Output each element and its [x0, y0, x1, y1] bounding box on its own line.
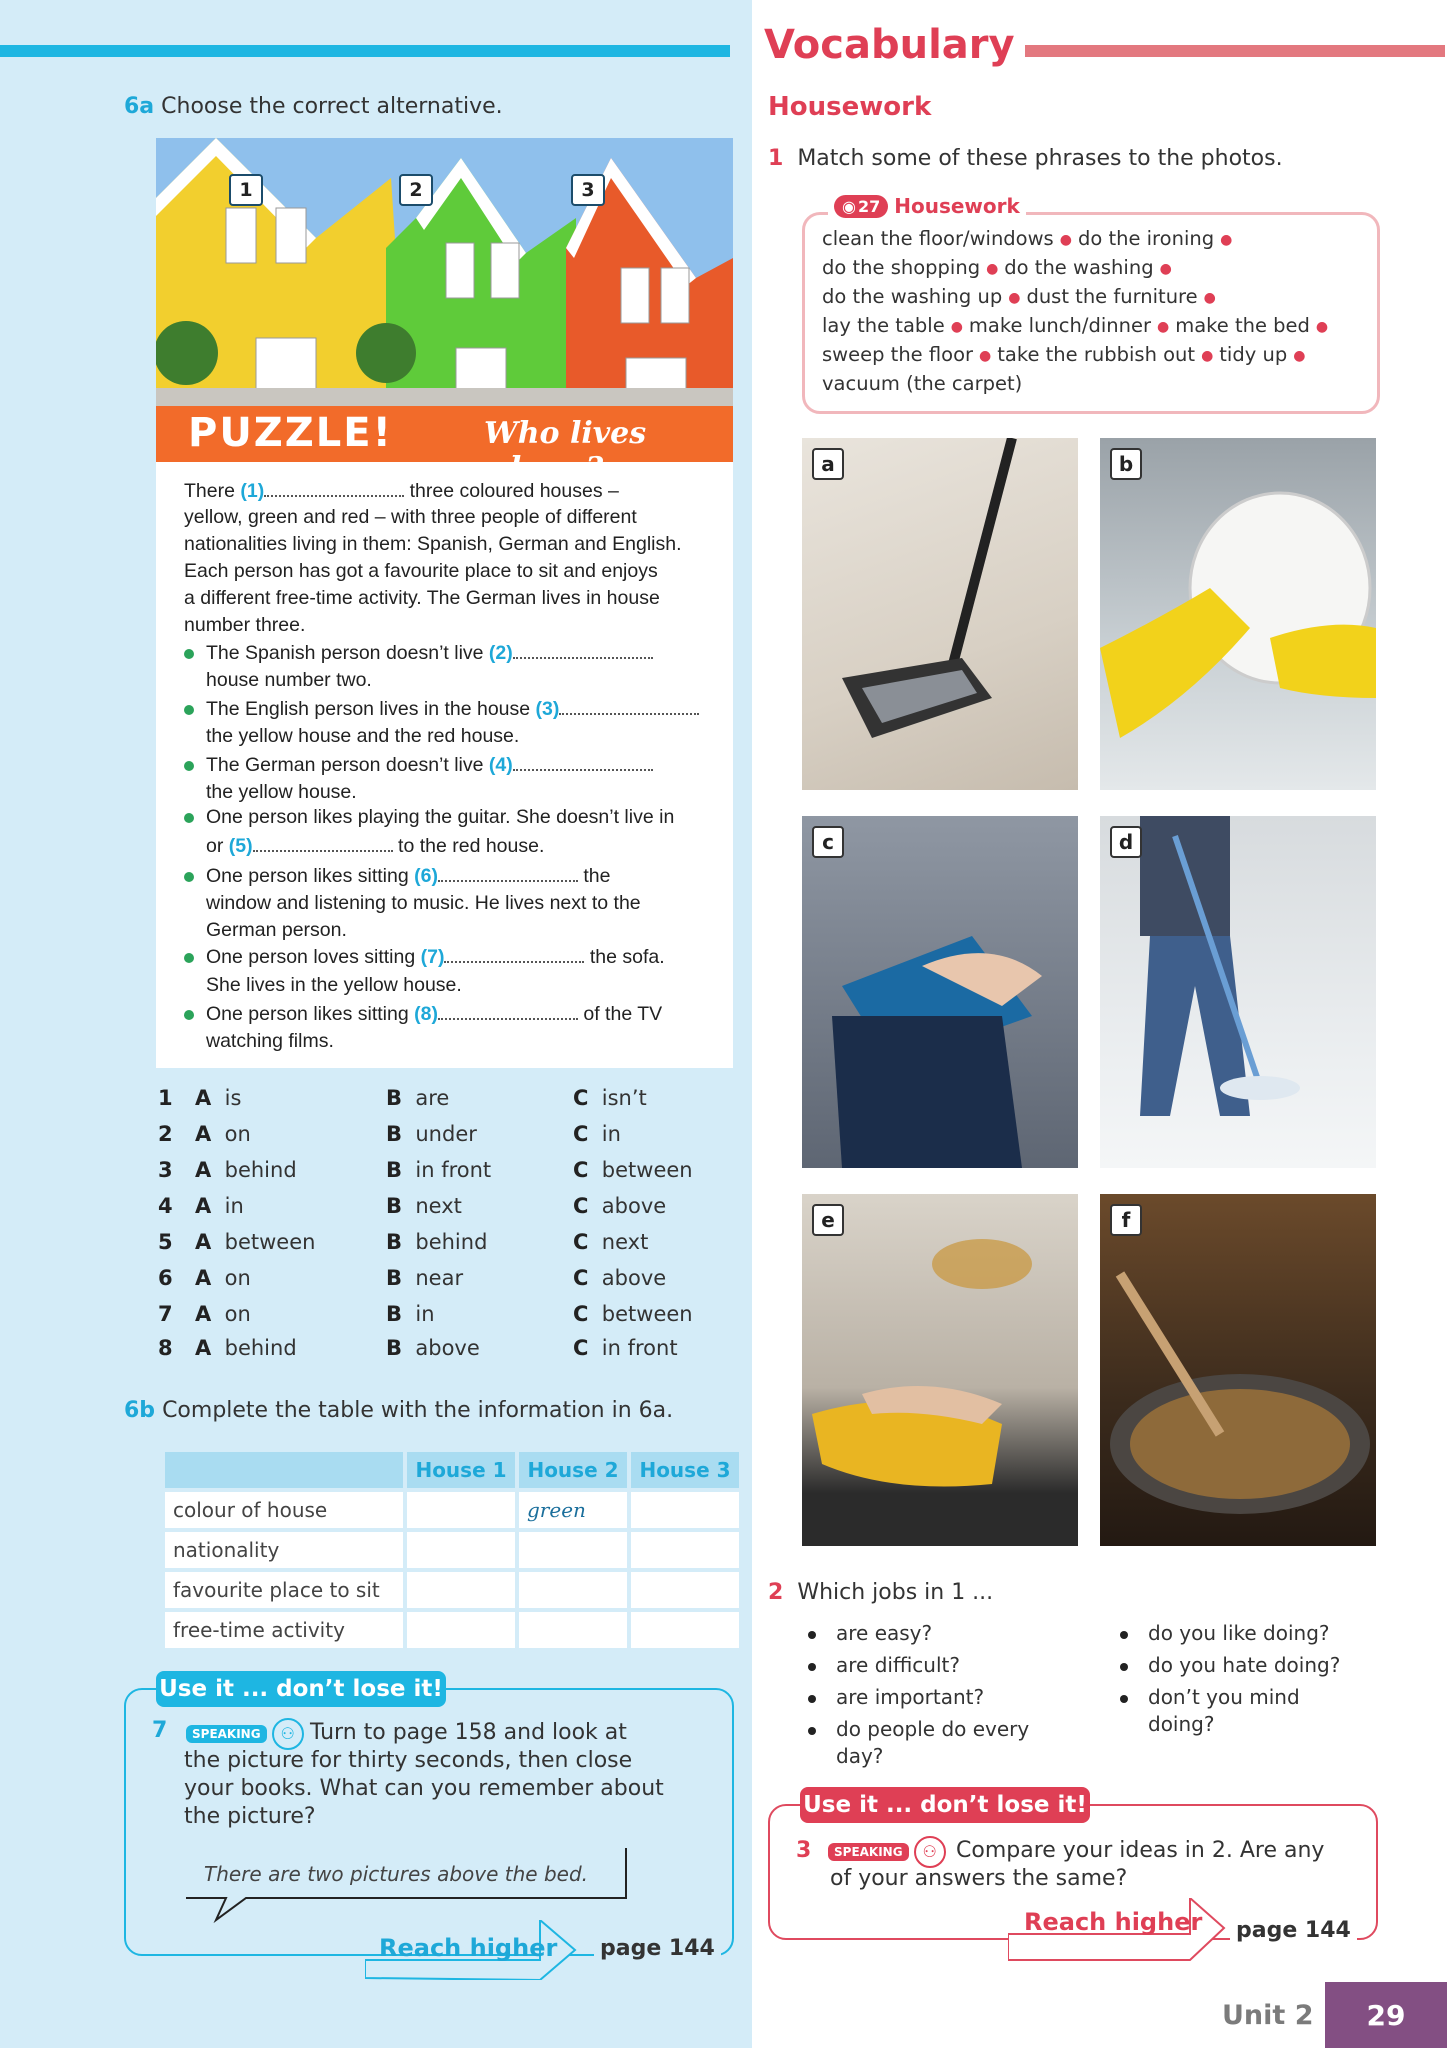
table-cell[interactable]: green [519, 1492, 627, 1528]
puzzle-banner [156, 406, 733, 462]
question-6a [124, 94, 503, 119]
activity-number: 7 [152, 1718, 168, 1743]
gap-number: (1) [240, 480, 265, 502]
speech-bubble-shape [186, 1848, 636, 1928]
section-heading: Vocabulary [764, 22, 1025, 68]
phrase: do the shopping [822, 256, 981, 279]
letter: A [195, 1302, 212, 1326]
letter: A [195, 1158, 212, 1182]
info-table [161, 1448, 743, 1652]
gap-blank[interactable] [438, 864, 578, 882]
phrase: take the rubbish out [997, 343, 1196, 366]
reach-higher-link[interactable] [365, 1920, 575, 1978]
photo-b[interactable] [1100, 438, 1376, 790]
separator-dot: ● [1059, 231, 1072, 248]
phrase: tidy up [1219, 343, 1288, 366]
row-label: nationality [165, 1532, 403, 1568]
option-text: next [601, 1230, 649, 1254]
phrase: sweep the floor [822, 343, 974, 366]
table-row [165, 1492, 739, 1528]
phrase: do the washing [1004, 256, 1154, 279]
table-cell[interactable] [407, 1572, 515, 1608]
pair-work-icon: ⚇ [272, 1718, 304, 1750]
speaking-label: SPEAKING [186, 1725, 267, 1743]
option-text: in [601, 1122, 621, 1146]
gap-blank[interactable] [559, 697, 699, 715]
list-item [808, 1684, 1029, 1711]
option-b[interactable] [386, 1336, 480, 1360]
table-header-row [165, 1452, 739, 1488]
separator-dot: ● [979, 347, 992, 364]
list-item [1120, 1652, 1340, 1679]
letter: B [386, 1194, 403, 1218]
list-item [808, 1652, 1029, 1679]
reach-higher-label: Reach higher [1024, 1908, 1203, 1936]
phrase-line-3 [822, 285, 1222, 308]
question-number: 6a [124, 94, 155, 119]
clue-text: The English person lives in the house [206, 698, 536, 720]
option-c[interactable] [573, 1230, 648, 1254]
question-number: 2 [768, 1580, 784, 1605]
list-item-text: do you hate doing? [1148, 1653, 1341, 1677]
separator-dot: ● [1159, 260, 1172, 277]
activity-7-line-1: Turn to page 158 and look at [310, 1720, 627, 1745]
page-number: 29 [1325, 1982, 1447, 2048]
gap-number: (7) [420, 946, 445, 968]
bullet-dot [184, 1010, 194, 1020]
separator-dot: ● [986, 260, 999, 277]
phrase-line-6 [822, 372, 1022, 395]
table-cell[interactable] [407, 1612, 515, 1648]
box-title: Housework [894, 194, 1020, 218]
option-text: between [601, 1158, 693, 1182]
option-row-3 [158, 1158, 173, 1182]
photo-e[interactable] [802, 1194, 1078, 1546]
separator-dot: ● [950, 318, 963, 335]
gap-blank[interactable] [444, 945, 584, 963]
letter: C [573, 1194, 589, 1218]
gap-number: (2) [488, 642, 513, 664]
bullet-dot [184, 953, 194, 963]
list-item [808, 1716, 1029, 1743]
letter: C [573, 1302, 589, 1326]
phrase: clean the floor/windows [822, 227, 1054, 250]
phrase-line-1 [822, 227, 1238, 250]
table-row [165, 1612, 739, 1648]
clue-1-line-2: house number two. [206, 669, 372, 691]
option-c[interactable] [573, 1158, 693, 1182]
intro-text: three coloured houses – [404, 480, 619, 502]
option-c[interactable] [573, 1194, 666, 1218]
letter: A [195, 1194, 212, 1218]
question-2 [768, 1580, 993, 1605]
question-text: Which jobs in 1 ... [797, 1580, 994, 1605]
separator-dot: ● [1220, 231, 1233, 248]
option-text: behind [224, 1158, 297, 1182]
clue-text: to the red house. [392, 835, 545, 857]
clue-3-line-2: the yellow house. [206, 781, 357, 803]
intro-line-1 [184, 478, 724, 505]
option-c[interactable] [573, 1122, 621, 1146]
bullet-dot [184, 761, 194, 771]
item-number: 5 [158, 1230, 173, 1254]
option-text: next [415, 1194, 462, 1218]
option-text: under [415, 1122, 477, 1146]
option-a[interactable] [195, 1122, 251, 1146]
separator-dot: ● [1203, 289, 1216, 306]
separator-dot: ● [1293, 347, 1306, 364]
table-header-cell: House 2 [519, 1452, 627, 1488]
option-c[interactable] [573, 1336, 678, 1360]
intro-line-5: a different free-time activity. The German lives in house [184, 587, 660, 609]
option-text: isn’t [601, 1086, 647, 1110]
letter: B [386, 1122, 403, 1146]
question-text: Choose the correct alternative. [161, 94, 503, 119]
option-text: is [224, 1086, 242, 1110]
bullet-dot [184, 649, 194, 659]
gap-blank[interactable] [513, 753, 653, 771]
clue-5-line-1 [206, 863, 746, 890]
clue-text: One person likes sitting [206, 1003, 415, 1025]
option-a[interactable] [195, 1230, 315, 1254]
question-1 [768, 146, 1283, 171]
phrase: do the ironing [1077, 227, 1215, 250]
clue-text: One person likes sitting [206, 865, 415, 887]
clue-text: the [577, 865, 611, 887]
right-header-bar [995, 45, 1445, 57]
option-text: are [415, 1086, 450, 1110]
separator-dot: ● [1315, 318, 1329, 335]
clue-6-line-1 [206, 944, 746, 971]
list-item-text: don’t you mind [1148, 1685, 1300, 1709]
phrase: vacuum (the carpet) [822, 372, 1023, 395]
phrase: lay the table [822, 314, 945, 337]
option-row-1 [158, 1086, 173, 1110]
row-label: colour of house [165, 1492, 403, 1528]
option-text: in [224, 1194, 244, 1218]
option-row-4 [158, 1194, 173, 1218]
clue-5-line-2: window and listening to music. He lives next to the [206, 892, 641, 914]
item-number: 3 [158, 1158, 173, 1182]
house-label-2: 2 [399, 174, 433, 206]
table-row [165, 1572, 739, 1608]
gap-number: (4) [488, 754, 513, 776]
washing-up-illustration [1100, 438, 1376, 790]
activity-7-line-4: the picture? [184, 1804, 316, 1829]
q2-list-col-2 [1120, 1620, 1340, 1738]
speech-bubble [186, 1848, 626, 1906]
option-row-8 [158, 1336, 173, 1360]
bullet-dot [184, 872, 194, 882]
option-a[interactable] [195, 1336, 297, 1360]
houses-photo [156, 138, 733, 406]
left-header-bar [0, 45, 730, 57]
speaking-label: SPEAKING [828, 1843, 909, 1861]
option-c[interactable] [573, 1266, 666, 1290]
option-text: between [601, 1302, 693, 1326]
item-number: 4 [158, 1194, 173, 1218]
activity-number: 3 [796, 1838, 812, 1863]
dusting-illustration [802, 1194, 1078, 1546]
photo-d[interactable] [1100, 816, 1376, 1168]
option-text: in front [415, 1158, 492, 1182]
intro-line-4: Each person has got a favourite place to sit and enjoys [184, 560, 658, 582]
option-text: in front [601, 1336, 678, 1360]
speaking-badge [828, 1836, 946, 1868]
phrase-line-5 [822, 343, 1311, 366]
puzzle-subtitle: Who lives [484, 416, 647, 451]
option-text: above [601, 1194, 667, 1218]
question-text: Complete the table with the information in 6a. [162, 1398, 674, 1423]
table-header-cell: House 1 [407, 1452, 515, 1488]
phrase: do the washing up [822, 285, 1003, 308]
question-number: 6b [124, 1398, 156, 1423]
option-text: behind [415, 1230, 488, 1254]
photo-label: c [812, 826, 844, 858]
activity-7-line-3: your books. What can you remember about [184, 1776, 664, 1801]
list-item [1120, 1684, 1340, 1711]
option-row-6 [158, 1266, 173, 1290]
table-header-cell: House 3 [631, 1452, 739, 1488]
photo-c[interactable] [802, 816, 1078, 1168]
table-row [165, 1532, 739, 1568]
cooking-illustration [1100, 1194, 1376, 1546]
table-cell[interactable] [631, 1612, 739, 1648]
useit-label: Use it ... don’t lose it! [156, 1671, 446, 1707]
table-cell[interactable] [631, 1492, 739, 1528]
clue-text: the sofa. [584, 946, 665, 968]
option-text: above [601, 1266, 667, 1290]
intro-line-6: number three. [184, 614, 306, 636]
option-text: on [224, 1122, 251, 1146]
clue-7-line-2: watching films. [206, 1030, 334, 1052]
option-text: in [415, 1302, 435, 1326]
gap-blank[interactable] [253, 834, 393, 852]
option-a[interactable] [195, 1302, 251, 1326]
phrase: make lunch/dinner [968, 314, 1151, 337]
list-item [808, 1620, 1029, 1647]
option-b[interactable] [386, 1230, 487, 1254]
vacuum-illustration [802, 438, 1078, 790]
bubble-text: There are two pictures above the bed. [204, 1862, 589, 1886]
table-cell[interactable] [407, 1532, 515, 1568]
option-b[interactable] [386, 1122, 477, 1146]
table-cell[interactable] [519, 1612, 627, 1648]
option-text: on [224, 1302, 251, 1326]
puzzle-title: PUZZLE! [188, 410, 393, 456]
letter: C [573, 1336, 589, 1360]
photo-label: a [812, 448, 844, 480]
item-number: 7 [158, 1302, 173, 1326]
option-b[interactable] [386, 1158, 491, 1182]
separator-dot: ● [1201, 347, 1214, 364]
gap-blank[interactable] [513, 641, 653, 659]
mopping-illustration [1100, 816, 1376, 1168]
phrase-line-4 [822, 314, 1334, 337]
option-text: on [224, 1266, 251, 1290]
reach-higher-label: Reach higher [379, 1934, 558, 1962]
clue-4-line-2 [206, 833, 746, 860]
row-label: favourite place to sit [165, 1572, 403, 1608]
useit-label: Use it ... don’t lose it! [800, 1787, 1090, 1823]
item-number: 8 [158, 1336, 173, 1360]
bullet-dot [184, 705, 194, 715]
photo-a[interactable] [802, 438, 1078, 790]
clue-5-line-3: German person. [206, 919, 347, 941]
q2-list-col-1 [808, 1620, 1029, 1770]
clue-7-line-1 [206, 1001, 746, 1028]
letter: B [386, 1302, 403, 1326]
option-b[interactable] [386, 1086, 449, 1110]
table-cell[interactable] [631, 1572, 739, 1608]
letter: A [195, 1086, 212, 1110]
photo-f[interactable] [1100, 1194, 1376, 1546]
photo-label: f [1110, 1204, 1142, 1236]
table-cell[interactable] [519, 1572, 627, 1608]
letter: C [573, 1086, 589, 1110]
gap-blank[interactable] [438, 1002, 578, 1020]
table-cell[interactable] [519, 1532, 627, 1568]
clue-4-line-1: One person likes playing the guitar. She doesn’t live in [206, 806, 675, 828]
audio-icon[interactable]: ◉ 27 [834, 195, 888, 218]
question-6b [124, 1398, 673, 1423]
option-a[interactable] [195, 1158, 297, 1182]
clue-text: The German person doesn’t live [206, 754, 489, 776]
letter: C [573, 1230, 589, 1254]
letter: B [386, 1266, 403, 1290]
ironing-illustration [802, 816, 1078, 1168]
phrase: dust the furniture [1026, 285, 1198, 308]
option-b[interactable] [386, 1266, 463, 1290]
list-item-text: are easy? [836, 1621, 933, 1645]
gap-number: (8) [414, 1003, 438, 1025]
audio-track: 27 [857, 196, 881, 216]
clue-text: or [206, 835, 229, 857]
activity-3-line-1: Compare your ideas in 2. Are any [956, 1838, 1325, 1863]
clue-text: The Spanish person doesn’t live [206, 642, 489, 664]
option-text: near [415, 1266, 464, 1290]
phrase-box-title [828, 194, 1026, 218]
item-number: 6 [158, 1266, 173, 1290]
separator-dot: ● [1156, 318, 1170, 335]
option-text: above [415, 1336, 480, 1360]
clue-2-line-1 [206, 696, 746, 723]
item-number: 2 [158, 1122, 173, 1146]
unit-label: Unit 2 [1222, 2000, 1314, 2031]
gap-number: (3) [535, 698, 560, 720]
photo-label: d [1110, 826, 1142, 858]
gap-number: (5) [228, 835, 253, 857]
letter: A [195, 1122, 212, 1146]
letter: A [195, 1266, 212, 1290]
clue-1-line-1 [206, 640, 746, 667]
clue-text: One person loves sitting [206, 946, 421, 968]
letter: C [573, 1158, 589, 1182]
house-label-3: 3 [571, 174, 605, 206]
option-a[interactable] [195, 1194, 244, 1218]
question-number: 1 [768, 146, 784, 171]
house-label-1: 1 [229, 174, 263, 206]
option-c[interactable] [573, 1302, 693, 1326]
option-text: between [224, 1230, 316, 1254]
row-label: free-time activity [165, 1612, 403, 1648]
list-item-text: are important? [836, 1685, 985, 1709]
clue-6-line-2: She lives in the yellow house. [206, 974, 462, 996]
letter: B [386, 1086, 403, 1110]
separator-dot: ● [1008, 289, 1021, 306]
photo-label: b [1110, 448, 1142, 480]
phrase: make the bed [1175, 314, 1310, 337]
gap-number: (6) [414, 865, 438, 887]
intro-text: There [184, 480, 241, 502]
option-b[interactable] [386, 1194, 462, 1218]
option-c[interactable] [573, 1086, 647, 1110]
option-text: behind [224, 1336, 297, 1360]
reach-page[interactable]: page 144 [594, 1936, 721, 1961]
list-item-text: do you like doing? [1148, 1621, 1330, 1645]
pair-work-icon: ⚇ [914, 1836, 946, 1868]
option-row-7 [158, 1302, 173, 1326]
letter: B [386, 1158, 403, 1182]
option-a[interactable] [195, 1266, 251, 1290]
letter: C [573, 1122, 589, 1146]
letter: B [386, 1336, 403, 1360]
reach-page[interactable]: page 144 [1230, 1918, 1357, 1943]
clue-3-line-1 [206, 752, 746, 779]
list-item-cont: day? [836, 1744, 884, 1768]
phrase-line-2 [822, 256, 1178, 279]
option-b[interactable] [386, 1302, 435, 1326]
table-cell[interactable] [631, 1532, 739, 1568]
letter: A [195, 1230, 212, 1254]
clue-text: of the TV [577, 1003, 663, 1025]
bullet-dot [184, 813, 194, 823]
letter: B [386, 1230, 403, 1254]
activity-3-line-2: of your answers the same? [830, 1866, 1128, 1891]
option-a[interactable] [195, 1086, 241, 1110]
intro-line-2: yellow, green and red – with three people of different [184, 506, 637, 528]
list-item [1120, 1620, 1340, 1647]
option-row-2 [158, 1122, 173, 1146]
list-item-text: are difficult? [836, 1653, 960, 1677]
question-text: Match some of these phrases to the photos. [797, 146, 1283, 171]
speaking-badge [186, 1718, 304, 1750]
list-item-text: do people do every [836, 1717, 1030, 1741]
table-header-cell [165, 1452, 403, 1488]
letter: A [195, 1336, 212, 1360]
gap-blank[interactable] [264, 479, 404, 497]
list-item-cont: doing? [1148, 1712, 1215, 1736]
option-row-5 [158, 1230, 173, 1254]
clue-2-line-2: the yellow house and the red house. [206, 725, 520, 747]
intro-line-3: nationalities living in them: Spanish, German and English. [184, 533, 682, 555]
photo-label: e [812, 1204, 844, 1236]
reach-higher-link[interactable] [1008, 1898, 1223, 1958]
section-subheading: Housework [768, 92, 932, 122]
item-number: 1 [158, 1086, 173, 1110]
letter: C [573, 1266, 589, 1290]
table-cell[interactable] [407, 1492, 515, 1528]
activity-7-line-2: the picture for thirty seconds, then close [184, 1748, 633, 1773]
